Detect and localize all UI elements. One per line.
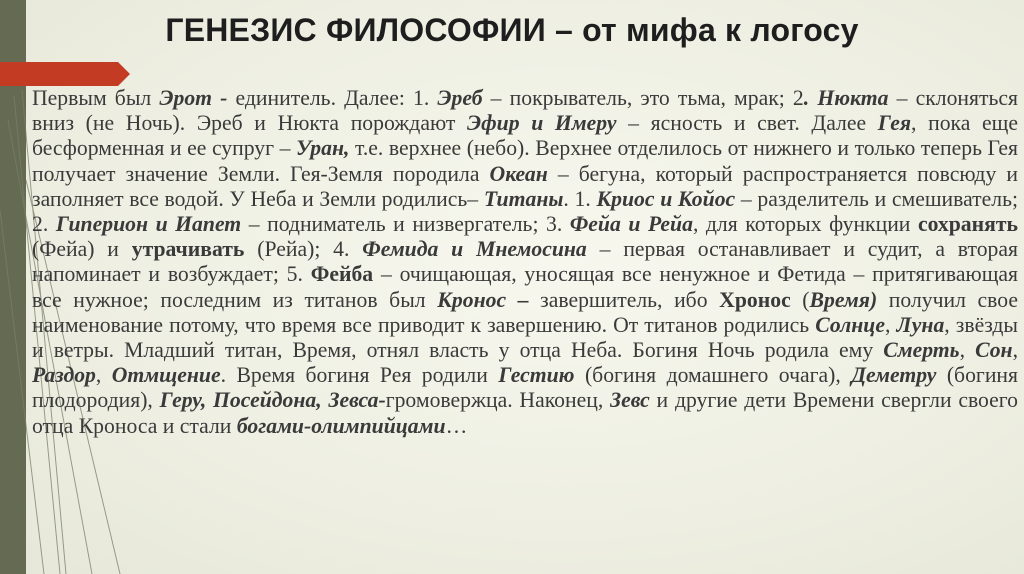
text-run: . Время богиня Рея родили [220,363,499,388]
text-run: (богиня плодородия), [32,363,1019,413]
text-run: Первым был [32,86,160,110]
text-run: – очищающая, уносящая все ненужное и Фетида – притягивающая все нужное; последним из титанов был [32,262,1018,312]
text-run: – покрыватель, это тьма, мрак; 2 [482,86,804,110]
emphasized-term: Смерть [883,338,960,363]
text-run: , [959,338,976,363]
emphasized-term: Кронос – [437,287,529,312]
emphasized-term: Геру, Посейдона, [159,388,322,413]
emphasized-term: Титаны [483,186,564,211]
text-run: , [95,363,112,388]
text-run: . 1. [563,186,597,211]
emphasized-term: Гиперион и Иапет [55,212,242,237]
red-accent-tab [0,62,130,86]
emphasized-term: Зевса- [328,388,386,413]
emphasized-term: Гея [877,111,912,136]
emphasized-term: Фемида и Мнемосина [362,237,587,262]
text-run: (Рейа); 4. [244,237,363,262]
emphasized-term: Раздор [32,363,96,388]
text-run: т.е. верхнее (небо). Верхнее отделилось от нижнего и только теперь Гея получает значение Земли. Гея-Земля породила [32,136,1019,186]
text-run: получил свое наименование потому, что время все приводит к завершению. От титанов родились [32,287,1018,337]
text-run: – склоняться вниз (не Ночь). Эреб и Нюкта порождают [32,86,1018,136]
text-run: единитель. Далее: 1. [227,86,438,110]
emphasized-term: Океан [489,161,548,186]
emphasized-term: Солнце [815,312,885,337]
text-run: , звёзды и ветры. Младший титан, Время, отнял власть у отца Неба. Богиня Ночь родила ему [32,312,1018,363]
emphasized-term: Фейа и Рейа [569,212,693,237]
emphasized-term: . Нюкта [803,86,889,110]
emphasized-term: Фейба [310,262,374,287]
text-run: , [885,312,897,337]
text-run: – ясность и свет. Далее [616,111,878,136]
body-paragraph [32,86,1018,439]
emphasized-term: Луна [896,312,945,337]
text-run: и другие дети Времени свергли своего отца Кроноса и стали [32,388,1018,438]
text-run: – подниматель и низвергатель; 3. [241,212,570,237]
emphasized-term: Время) [809,287,878,312]
text-run: ( [790,287,810,312]
emphasized-term: Сон [975,338,1013,363]
emphasized-term: сохранять [917,212,1018,237]
emphasized-term: Эреб [437,86,483,110]
text-run: (богиня домашнего очага), [574,363,852,388]
slide-title: ГЕНЕЗИС ФИЛОСОФИИ – от мифа к логосу [165,12,859,48]
emphasized-term: Криос и Койос [596,186,736,211]
text-run: – бегуна, который распространяется повсюду и заполняет все водой. У Неба и Земли родились– [32,161,1018,211]
text-run: , [1012,338,1019,363]
text-run: … [445,413,468,438]
text-run: завершитель, ибо [528,287,720,312]
text-run: , для которых функции [692,212,918,237]
emphasized-term: Эрот - [159,86,228,110]
text-run: громовержца. Наконец, [385,388,611,413]
emphasized-term: Уран, [296,136,350,161]
text-run: (Фейа) и [32,237,132,262]
emphasized-term: богами-олимпийцами [236,413,446,438]
emphasized-term: Отмщение [111,363,221,388]
emphasized-term: Деметру [851,363,937,388]
emphasized-term: Хронос [719,287,791,312]
emphasized-term: Зевс [610,388,650,413]
text-run: , пока еще бесформенная и ее супруг – [32,111,1018,161]
text-run: – разделитель и смешиватель; 2. [32,186,1018,237]
emphasized-term: утрачивать [131,237,245,262]
text-run: – первая останавливает и судит, а вторая напоминает и возбуждает; 5. [32,237,1018,287]
emphasized-term: Гестию [498,363,575,388]
emphasized-term: Эфир и Имеру [467,111,617,136]
